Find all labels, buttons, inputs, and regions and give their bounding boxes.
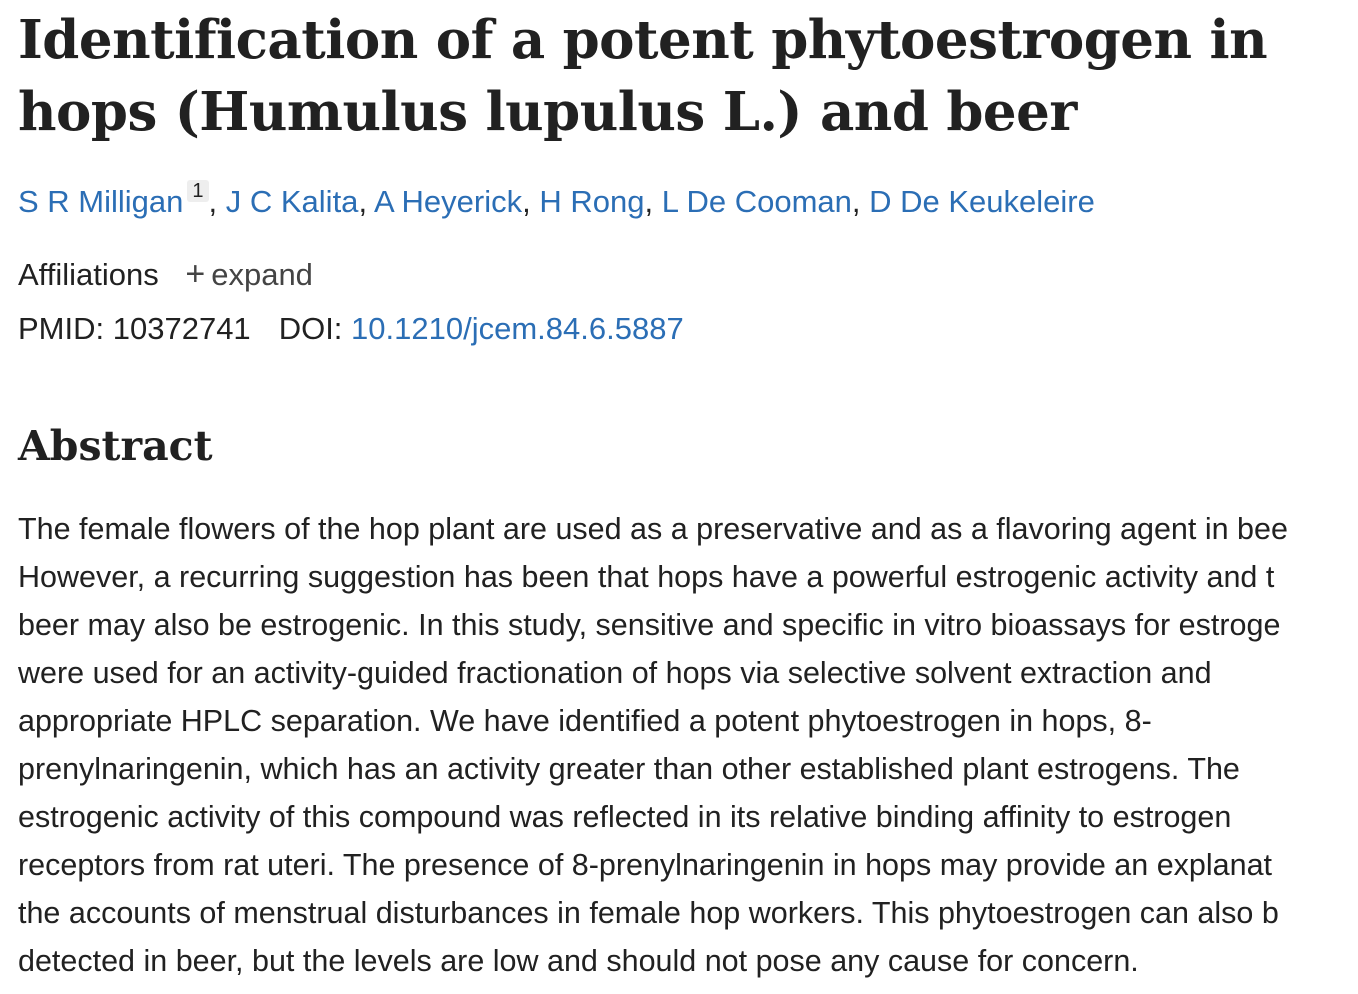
author-link-milligan[interactable]: S R Milligan [18,184,184,219]
pmid-value: 10372741 [112,311,251,346]
article-page [18,0,1358,985]
abstract-line: beer may also be estrogenic. In this study, sensitive and specific in vitro bioassays for estroge [18,608,1281,643]
author-separator: , [208,184,218,219]
abstract-heading: Abstract [18,422,213,470]
abstract-line: estrogenic activity of this compound was reflected in its relative binding affinity to estrogen [18,800,1232,835]
identifiers-row [18,309,1358,349]
pmid-label: PMID: [18,311,105,346]
article-title: Identification of a potent phytoestrogen in hops (Humulus lupulus L.) and beer [18,9,1268,143]
affiliations-row [18,254,1358,295]
affiliations-label: Affiliations [18,257,159,292]
author-list [18,179,1358,222]
author-link-heyerick[interactable]: A Heyerick [373,184,523,219]
affiliations-expand-button[interactable] [185,257,313,292]
abstract-line: receptors from rat uteri. The presence of 8-prenylnaringenin in hops may provide an explanat [18,848,1273,883]
abstract-line: However, a recurring suggestion has been that hops have a powerful estrogenic activity and t [18,560,1275,595]
author-separator: , [522,184,531,219]
author-link-de-cooman[interactable]: L De Cooman [661,184,852,219]
author-link-kalita[interactable]: J C Kalita [225,184,359,219]
abstract-line: The female flowers of the hop plant are used as a preservative and as a flavoring agent in bee [18,512,1288,547]
author-separator: , [644,184,654,219]
abstract-text [18,505,1358,985]
author-link-rong[interactable]: H Rong [539,184,645,219]
plus-icon: + [185,255,206,293]
author-link-de-keukeleire[interactable]: D De Keukeleire [869,184,1095,219]
abstract-line: prenylnaringenin, which has an activity greater than other established plant estrogens. The [18,752,1240,787]
doi-link[interactable]: 10.1210/jcem.84.6.5887 [351,311,684,346]
abstract-line: were used for an activity-guided fractionation of hops via selective solvent extraction and [18,656,1212,691]
author-separator: , [358,184,368,219]
author-separator: , [851,184,861,219]
abstract-line: appropriate HPLC separation. We have identified a potent phytoestrogen in hops, 8- [18,704,1152,739]
expand-label: expand [211,257,313,292]
abstract-line: the accounts of menstrual disturbances in female hop workers. This phytoestrogen can also b [18,896,1279,931]
doi-label: DOI: [278,311,343,346]
abstract-line: detected in beer, but the levels are low and should not pose any cause for concern. [18,944,1139,979]
affiliation-marker[interactable]: 1 [187,180,208,202]
